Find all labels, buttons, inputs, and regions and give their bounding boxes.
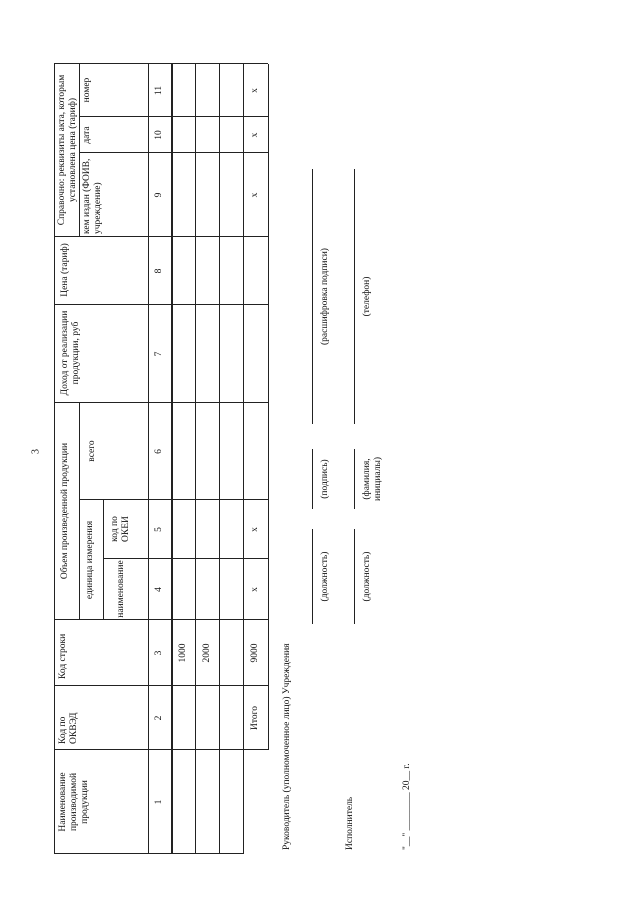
header-okei: код по ОКЕИ [110,516,131,542]
header-okved: Код по ОКВЭД [58,712,79,744]
page-number: 3 [30,449,42,454]
head-decode-line[interactable] [312,169,313,424]
col-number: 2 [154,715,164,721]
head-position-caption: (должность) [320,551,330,602]
head-position-line[interactable] [312,529,313,624]
executor-phone-line[interactable] [354,169,355,424]
header-date: дата [82,126,92,144]
total-number: x [250,88,260,93]
rotated-form [54,54,624,854]
header-reference: Справочно: реквизиты акта, которым установлена цена (тариф) [57,74,78,226]
col-number: 3 [154,650,164,656]
header-number: номер [82,77,92,103]
head-signature-line[interactable] [312,449,313,509]
col-number: 6 [154,449,164,454]
header-price: Цена (тариф) [60,243,70,297]
header-unit: единица измерения [85,520,95,600]
col-number: 11 [154,85,164,96]
executor-fio-line[interactable] [354,449,355,509]
col-number: 4 [154,587,164,592]
col-number: 10 [154,130,164,140]
header-issued-by: кем издан (ФОИВ, учреждение) [82,158,103,234]
total-code: 9000 [250,643,260,663]
col-number: 7 [154,351,164,357]
header-total-col: всего [87,440,97,462]
executor-fio-caption: (фамилия, инициалы) [362,457,383,502]
date-line: "__" ________ 20__ г. [402,763,412,850]
head-signature-caption: (подпись) [320,459,330,499]
header-row-code: Код строки [58,633,68,679]
executor-position-caption: (должность) [362,551,372,602]
col-number: 9 [154,192,164,198]
total-issued-by: x [250,192,260,198]
header-income: Доход от реализации продукции, руб [60,310,81,396]
header-volume: Объем произведенной продукции [60,442,70,580]
header-product-name: Наименование производимой продукции [58,772,90,832]
col-number: 5 [154,527,164,532]
executor-position-line[interactable] [354,529,355,624]
head-decode-caption: (расшифровка подписи) [320,248,330,345]
total-okei: x [250,527,260,532]
table-row-code: 2000 [202,643,212,663]
col-number: 1 [154,799,164,805]
col-number: 8 [154,268,164,274]
table-row-code: 1000 [178,643,188,663]
head-label: Руководитель (уполномоченное лицо) Учреждения [282,643,292,850]
total-label: Итого [250,705,260,731]
executor-label: Исполнитель [345,796,355,850]
header-unit-name: наименование [116,560,126,618]
total-unit-name: x [250,587,260,592]
executor-phone-caption: (телефон) [362,276,372,317]
total-date: x [250,132,260,138]
